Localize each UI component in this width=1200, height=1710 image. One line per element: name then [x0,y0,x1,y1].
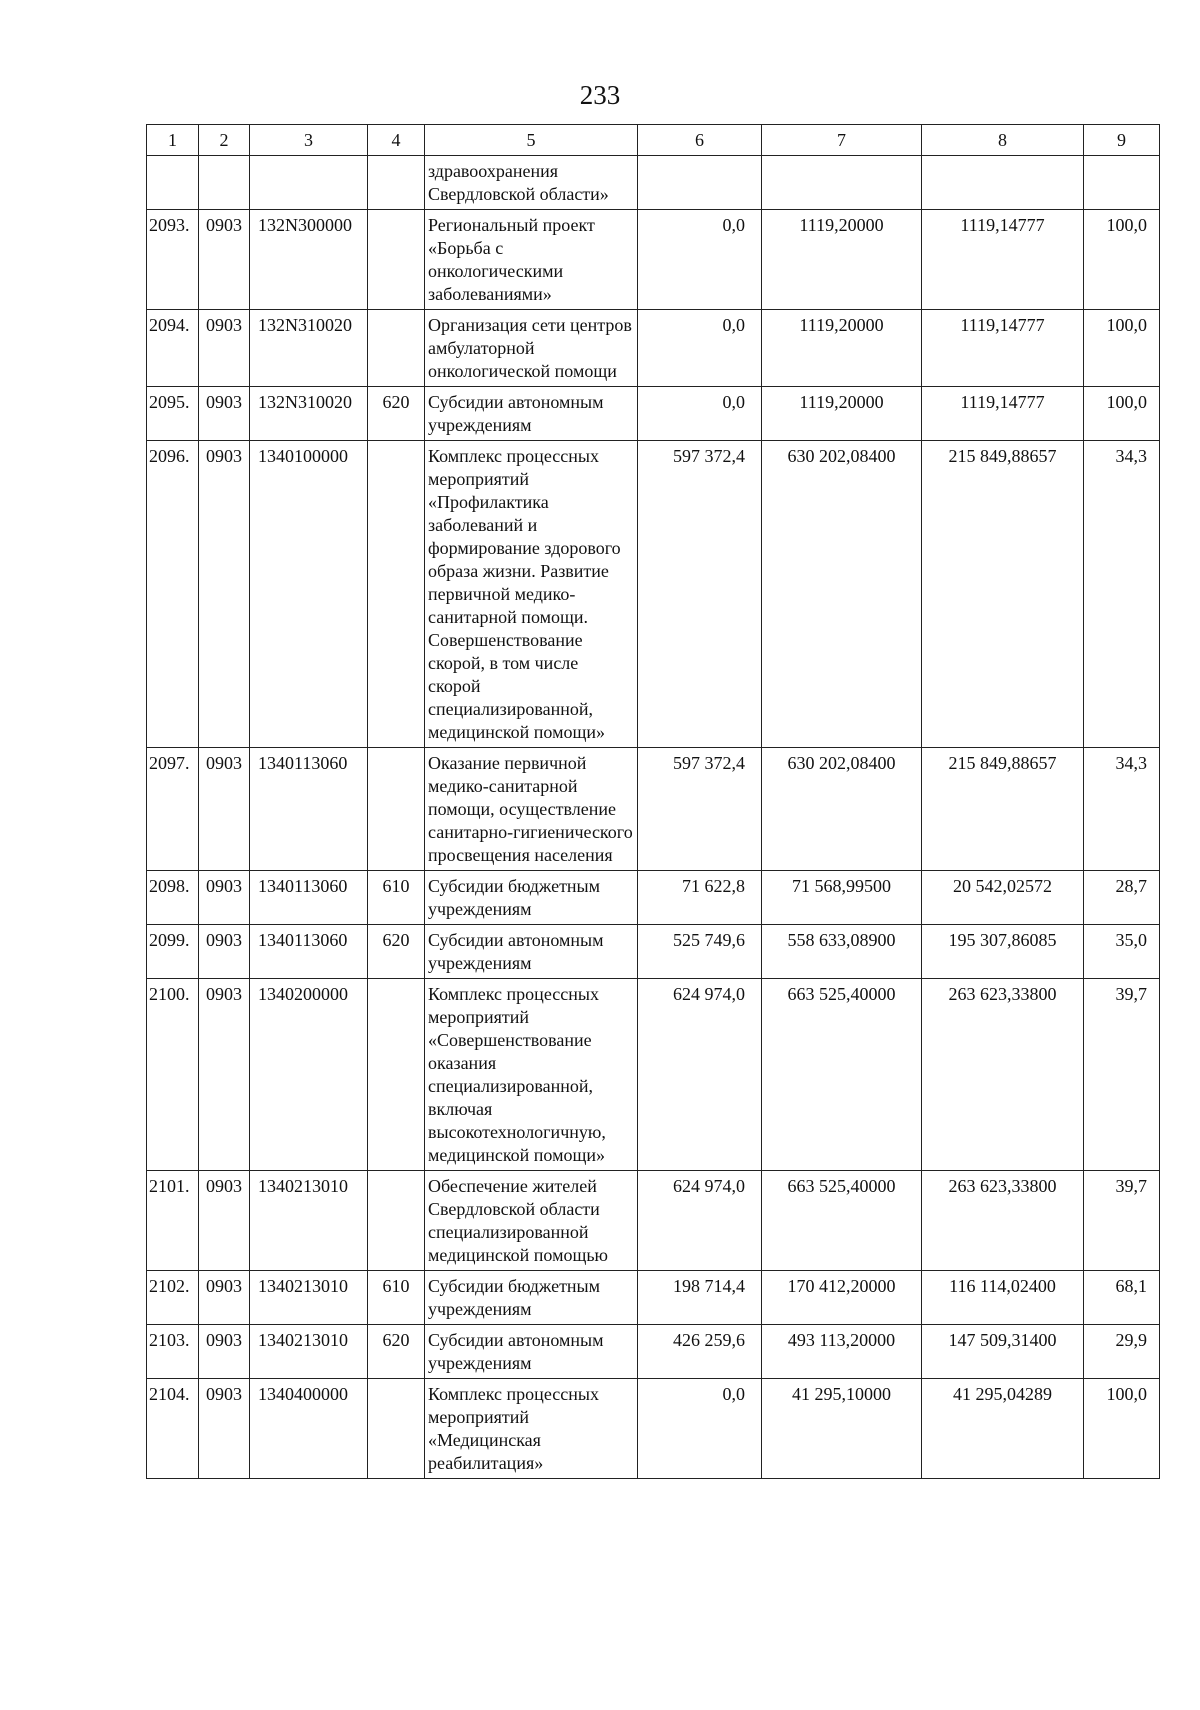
approved-amount-cell: 426 259,6 [638,1325,762,1379]
item-name-cell: Комплекс процессных мероприятий «Совершенствование оказания специализированной, включая высокотехнологичную, медицинской помощи» [425,979,638,1171]
table-row [147,210,1160,310]
column-header: 4 [368,125,425,156]
item-name-cell: Субсидии автономным учреждениям [425,387,638,441]
table-row [147,156,1160,210]
expense-type-cell [368,210,425,310]
revised-amount-cell: 493 113,20000 [762,1325,922,1379]
column-header: 1 [147,125,199,156]
approved-amount-cell: 525 749,6 [638,925,762,979]
target-article-cell [250,156,368,210]
execution-percent-cell: 100,0 [1084,210,1160,310]
section-code-cell: 0903 [199,871,250,925]
table-row [147,1171,1160,1271]
executed-amount-cell: 263 623,33800 [922,1171,1084,1271]
item-name-cell: Субсидии автономным учреждениям [425,925,638,979]
item-name-cell: здравоохранения Свердловской области» [425,156,638,210]
execution-percent-cell [1084,156,1160,210]
column-header: 7 [762,125,922,156]
column-header: 6 [638,125,762,156]
column-header: 8 [922,125,1084,156]
expense-type-cell [368,310,425,387]
table-row [147,441,1160,748]
target-article-cell: 1340113060 [250,871,368,925]
executed-amount-cell: 147 509,31400 [922,1325,1084,1379]
revised-amount-cell: 71 568,99500 [762,871,922,925]
target-article-cell: 1340213010 [250,1271,368,1325]
table-row [147,925,1160,979]
execution-percent-cell: 68,1 [1084,1271,1160,1325]
revised-amount-cell: 41 295,10000 [762,1379,922,1479]
execution-percent-cell: 100,0 [1084,1379,1160,1479]
target-article-cell: 1340213010 [250,1325,368,1379]
execution-percent-cell: 39,7 [1084,979,1160,1171]
column-header: 2 [199,125,250,156]
executed-amount-cell: 195 307,86085 [922,925,1084,979]
execution-percent-cell: 100,0 [1084,310,1160,387]
executed-amount-cell: 1119,14777 [922,210,1084,310]
revised-amount-cell: 1119,20000 [762,210,922,310]
executed-amount-cell [922,156,1084,210]
header-row [147,125,1160,156]
row-number-cell: 2098. [147,871,199,925]
item-name-cell: Субсидии бюджетным учреждениям [425,1271,638,1325]
section-code-cell: 0903 [199,210,250,310]
target-article-cell: 1340100000 [250,441,368,748]
section-code-cell: 0903 [199,1325,250,1379]
revised-amount-cell: 1119,20000 [762,387,922,441]
executed-amount-cell: 215 849,88657 [922,748,1084,871]
column-header: 9 [1084,125,1160,156]
item-name-cell: Субсидии автономным учреждениям [425,1325,638,1379]
target-article-cell: 1340213010 [250,1171,368,1271]
section-code-cell: 0903 [199,1171,250,1271]
section-code-cell: 0903 [199,387,250,441]
table-row [147,979,1160,1171]
executed-amount-cell: 116 114,02400 [922,1271,1084,1325]
target-article-cell: 132N310020 [250,310,368,387]
revised-amount-cell: 630 202,08400 [762,748,922,871]
row-number-cell: 2097. [147,748,199,871]
executed-amount-cell: 263 623,33800 [922,979,1084,1171]
revised-amount-cell: 663 525,40000 [762,1171,922,1271]
row-number-cell: 2100. [147,979,199,1171]
expense-type-cell: 610 [368,1271,425,1325]
column-header: 3 [250,125,368,156]
table-row [147,871,1160,925]
row-number-cell: 2102. [147,1271,199,1325]
section-code-cell: 0903 [199,1379,250,1479]
table-row [147,310,1160,387]
execution-percent-cell: 100,0 [1084,387,1160,441]
row-number-cell [147,156,199,210]
execution-percent-cell: 34,3 [1084,748,1160,871]
section-code-cell: 0903 [199,748,250,871]
item-name-cell: Обеспечение жителей Свердловской области специализированной медицинской помощью [425,1171,638,1271]
executed-amount-cell: 1119,14777 [922,310,1084,387]
expense-type-cell [368,979,425,1171]
row-number-cell: 2101. [147,1171,199,1271]
execution-percent-cell: 29,9 [1084,1325,1160,1379]
executed-amount-cell: 1119,14777 [922,387,1084,441]
expense-type-cell: 610 [368,871,425,925]
table-row [147,1379,1160,1479]
approved-amount-cell: 0,0 [638,387,762,441]
table-row [147,387,1160,441]
target-article-cell: 1340113060 [250,748,368,871]
item-name-cell: Организация сети центров амбулаторной онкологической помощи [425,310,638,387]
expense-type-cell [368,1379,425,1479]
revised-amount-cell: 1119,20000 [762,310,922,387]
approved-amount-cell: 597 372,4 [638,441,762,748]
row-number-cell: 2096. [147,441,199,748]
target-article-cell: 132N300000 [250,210,368,310]
section-code-cell: 0903 [199,1271,250,1325]
revised-amount-cell: 170 412,20000 [762,1271,922,1325]
target-article-cell: 1340113060 [250,925,368,979]
section-code-cell: 0903 [199,979,250,1171]
item-name-cell: Региональный проект «Борьба с онкологическими заболеваниями» [425,210,638,310]
row-number-cell: 2103. [147,1325,199,1379]
section-code-cell: 0903 [199,441,250,748]
target-article-cell: 1340200000 [250,979,368,1171]
approved-amount-cell: 0,0 [638,1379,762,1479]
target-article-cell: 1340400000 [250,1379,368,1479]
execution-percent-cell: 39,7 [1084,1171,1160,1271]
expense-type-cell [368,748,425,871]
approved-amount-cell [638,156,762,210]
item-name-cell: Субсидии бюджетным учреждениям [425,871,638,925]
item-name-cell: Комплекс процессных мероприятий «Профилактика заболеваний и формирование здорового образа жизни. Развитие первичной медико-санитарной помощи. Совершенствование скорой, в том числе скорой специализированной, медицинской помощи» [425,441,638,748]
section-code-cell: 0903 [199,925,250,979]
approved-amount-cell: 0,0 [638,210,762,310]
item-name-cell: Комплекс процессных мероприятий «Медицинская реабилитация» [425,1379,638,1479]
revised-amount-cell [762,156,922,210]
table-row [147,1271,1160,1325]
executed-amount-cell: 215 849,88657 [922,441,1084,748]
row-number-cell: 2099. [147,925,199,979]
expense-type-cell: 620 [368,925,425,979]
revised-amount-cell: 663 525,40000 [762,979,922,1171]
page-number: 233 [579,80,621,110]
execution-percent-cell: 34,3 [1084,441,1160,748]
row-number-cell: 2093. [147,210,199,310]
revised-amount-cell: 558 633,08900 [762,925,922,979]
table-row [147,1325,1160,1379]
table-row [147,748,1160,871]
row-number-cell: 2104. [147,1379,199,1479]
approved-amount-cell: 71 622,8 [638,871,762,925]
column-header: 5 [425,125,638,156]
item-name-cell: Оказание первичной медико-санитарной помощи, осуществление санитарно-гигиенического просвещения населения [425,748,638,871]
execution-percent-cell: 35,0 [1084,925,1160,979]
section-code-cell [199,156,250,210]
revised-amount-cell: 630 202,08400 [762,441,922,748]
expense-type-cell [368,156,425,210]
row-number-cell: 2094. [147,310,199,387]
section-code-cell: 0903 [199,310,250,387]
expense-type-cell [368,1171,425,1271]
expense-type-cell: 620 [368,1325,425,1379]
approved-amount-cell: 0,0 [638,310,762,387]
expense-type-cell: 620 [368,387,425,441]
approved-amount-cell: 624 974,0 [638,979,762,1171]
executed-amount-cell: 20 542,02572 [922,871,1084,925]
target-article-cell: 132N310020 [250,387,368,441]
approved-amount-cell: 198 714,4 [638,1271,762,1325]
execution-percent-cell: 28,7 [1084,871,1160,925]
row-number-cell: 2095. [147,387,199,441]
expense-type-cell [368,441,425,748]
approved-amount-cell: 624 974,0 [638,1171,762,1271]
approved-amount-cell: 597 372,4 [638,748,762,871]
budget-table [146,124,1160,1479]
executed-amount-cell: 41 295,04289 [922,1379,1084,1479]
